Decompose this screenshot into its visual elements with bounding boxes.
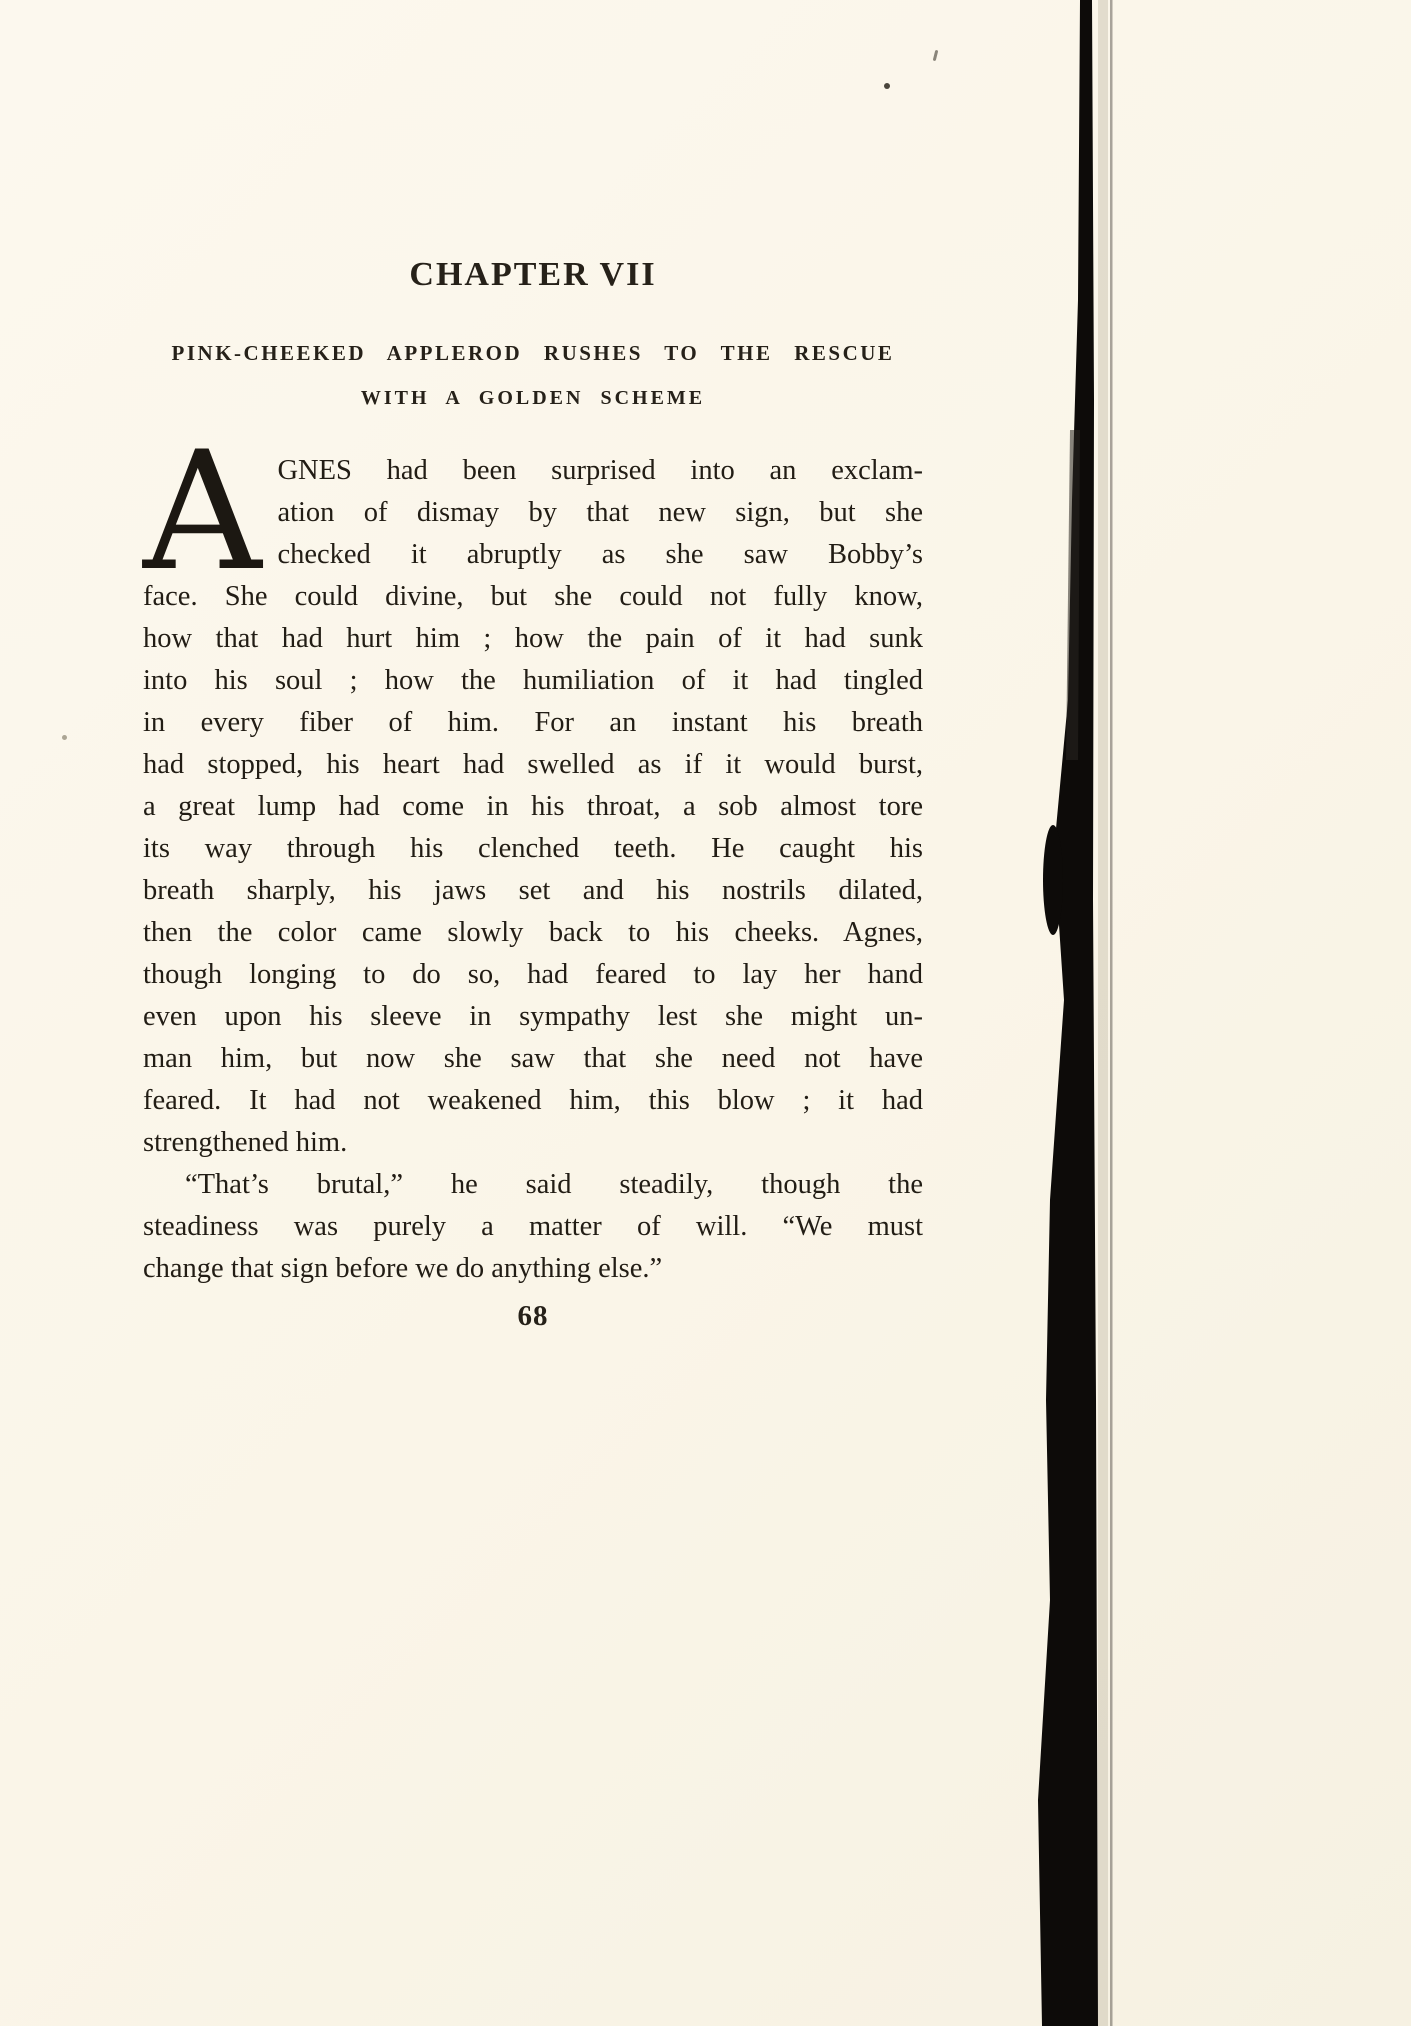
drop-cap-letter: A	[143, 415, 262, 607]
scan-binding-shadow	[1020, 0, 1120, 2026]
text-line: steadiness was purely a matter of will. “We must	[143, 1211, 923, 1242]
paragraph-2	[143, 1164, 923, 1290]
text-line: then the color came slowly back to his cheeks. Agnes,	[143, 917, 923, 948]
paragraph-1	[143, 415, 923, 1164]
text-line: how that had hurt him ; how the pain of it had sunk	[143, 623, 923, 654]
text-line: face. She could divine, but she could not fully know,	[143, 581, 923, 612]
text-line: change that sign before we do anything else.”	[143, 1253, 663, 1284]
text-line: breath sharply, his jaws set and his nostrils dilated,	[143, 875, 923, 906]
page-text-block	[143, 256, 923, 1333]
scan-speck	[933, 50, 939, 61]
subtitle-line-1: PINK-CHEEKED APPLEROD RUSHES TO THE RESCUE	[171, 341, 895, 365]
text-line: strengthened him.	[143, 1127, 348, 1158]
chapter-title: CHAPTER VII	[409, 256, 657, 293]
scan-speck	[62, 735, 67, 740]
chapter-subtitle	[143, 330, 923, 420]
subtitle-line-2: WITH A GOLDEN SCHEME	[360, 387, 706, 409]
text-line: had stopped, his heart had swelled as if it would burst,	[143, 749, 923, 780]
text-line: feared. It had not weakened him, this blow ; it had	[143, 1085, 923, 1116]
text-line: into his soul ; how the humiliation of it had tingled	[143, 665, 923, 696]
page-number: 68	[517, 1300, 549, 1332]
text-line: though longing to do so, had feared to lay her hand	[143, 959, 923, 990]
text-line: ation of dismay by that new sign, but she	[277, 497, 923, 528]
text-line: man him, but now she saw that she need not have	[143, 1043, 923, 1074]
text-line: GNES had been surprised into an exclam-	[277, 455, 923, 486]
scan-speck	[884, 83, 890, 89]
text-line: its way through his clenched teeth. He caught his	[143, 833, 923, 864]
text-line: even upon his sleeve in sympathy lest she might un-	[143, 1001, 923, 1032]
text-line: “That’s brutal,” he said steadily, though the	[185, 1169, 923, 1200]
text-line: checked it abruptly as she saw Bobby’s	[277, 539, 923, 570]
text-line: in every fiber of him. For an instant his breath	[143, 707, 923, 738]
text-line: a great lump had come in his throat, a sob almost tore	[143, 791, 923, 822]
